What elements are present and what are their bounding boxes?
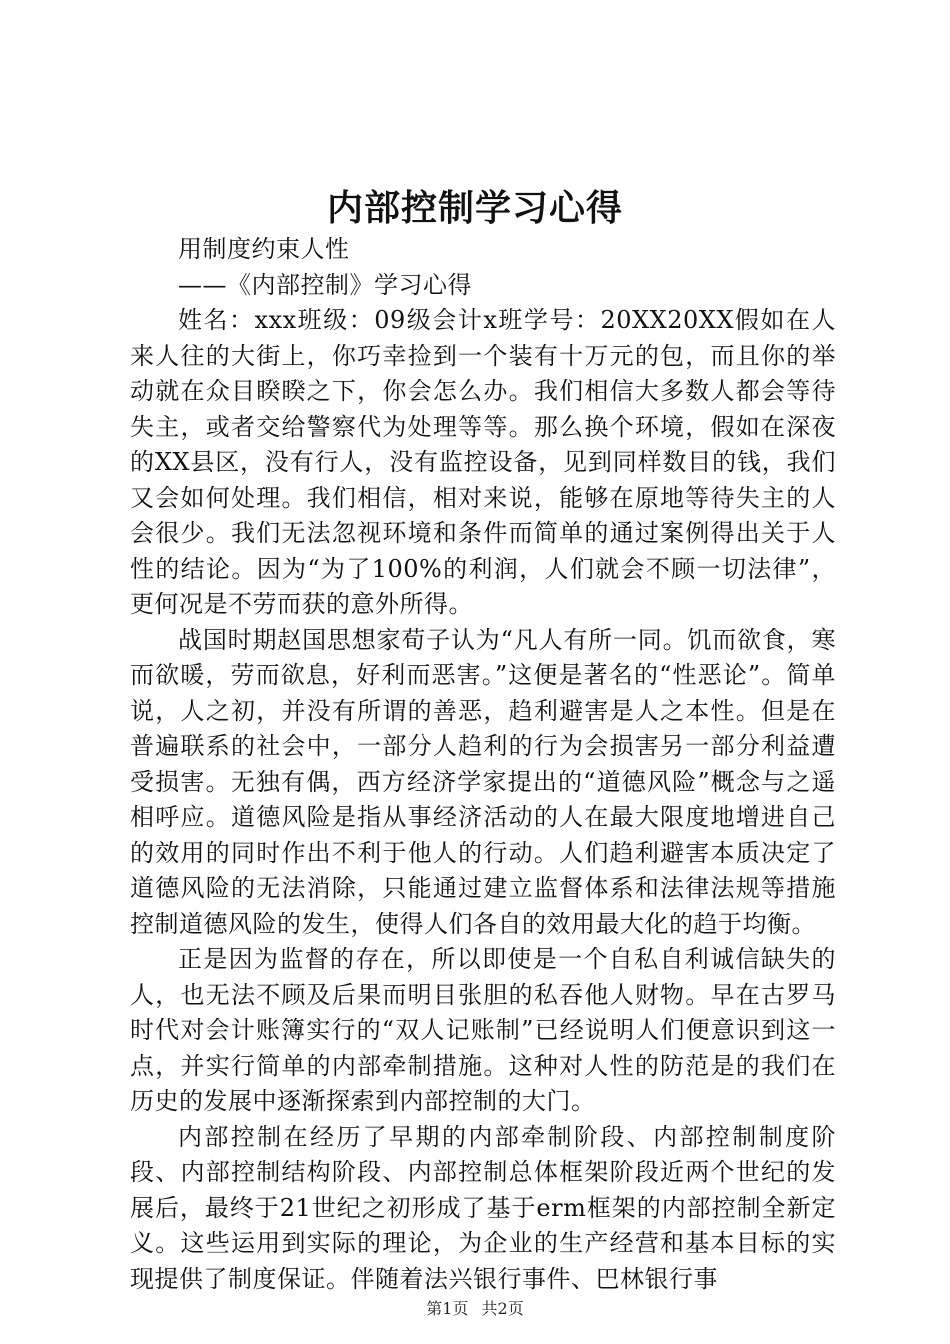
paragraph: 内部控制在经历了早期的内部牵制阶段、内部控制制度阶段、内部控制结构阶段、内部控制总体框架阶段近两个世纪的发展后，最终于21世纪之初形成了基于erm框架的内部控制全新定义。这些运用到实际的理论，为企业的生产经营和基本目标的实现提供了制度保证。伴随着法兴银行事件、巴林银行事 xyxy=(130,1122,836,1293)
page-footer xyxy=(0,1298,950,1320)
document-title: 内部控制学习心得 xyxy=(326,187,623,229)
document-body xyxy=(130,232,836,1297)
subtitle-2: ——《内部控制》学习心得 xyxy=(178,270,472,299)
subtitle: 用制度约束人性 xyxy=(178,235,350,263)
paragraph: 战国时期赵国思想家荀子认为“凡人有所一同。饥而欲食，寒而欲暖，劳而欲息，好利而恶害。”这便是著名的“性恶论”。简单说，人之初，并没有所谓的善恶，趋利避害是人之本性。但是在普遍联系的社会中，一部分人趋利的行为会损害另一部分利益遭受损害。无独有偶，西方经济学家提出的“道德风险”概念与之遥相呼应。道德风险是指从事经济活动的人在最大限度地增进自己的效用的同时作出不利于他人的行动。人们趋利避害本质决定了道德风险的无法消除，只能通过建立监督体系和法律法规等措施控制道德风险的发生，使得人们各自的效用最大化的趋于均衡。 xyxy=(130,625,836,938)
paragraph: 姓名：xxx班级：09级会计x班学号：20XX20XX假如在人来人往的大街上，你巧幸捡到一个装有十万元的包，而且你的举动就在众目睽睽之下，你会怎么办。我们相信大多数人都会等待失主，或者交给警察代为处理等等。那么换个环境，假如在深夜的XX县区，没有行人，没有监控设备，见到同样数目的钱，我们又会如何处理。我们相信，相对来说，能够在原地等待失主的人会很少。我们无法忽视环境和条件而简单的通过案例得出关于人性的结论。因为“为了100%的利润，人们就会不顾一切法律”，更何况是不劳而获的意外所得。 xyxy=(130,306,836,618)
page-total: 共2页 xyxy=(481,1299,524,1318)
page-number: 第1页 xyxy=(426,1299,469,1318)
paragraph: 正是因为监督的存在，所以即使是一个自私自利诚信缺失的人，也无法不顾及后果而明目张胆的私吞他人财物。早在古罗马时代对会计账簿实行的“双人记账制”已经说明人们便意识到这一点，并实行简单的内部牵制措施。这种对人性的防范是的我们在历史的发展中逐渐探索到内部控制的大门。 xyxy=(130,945,836,1115)
